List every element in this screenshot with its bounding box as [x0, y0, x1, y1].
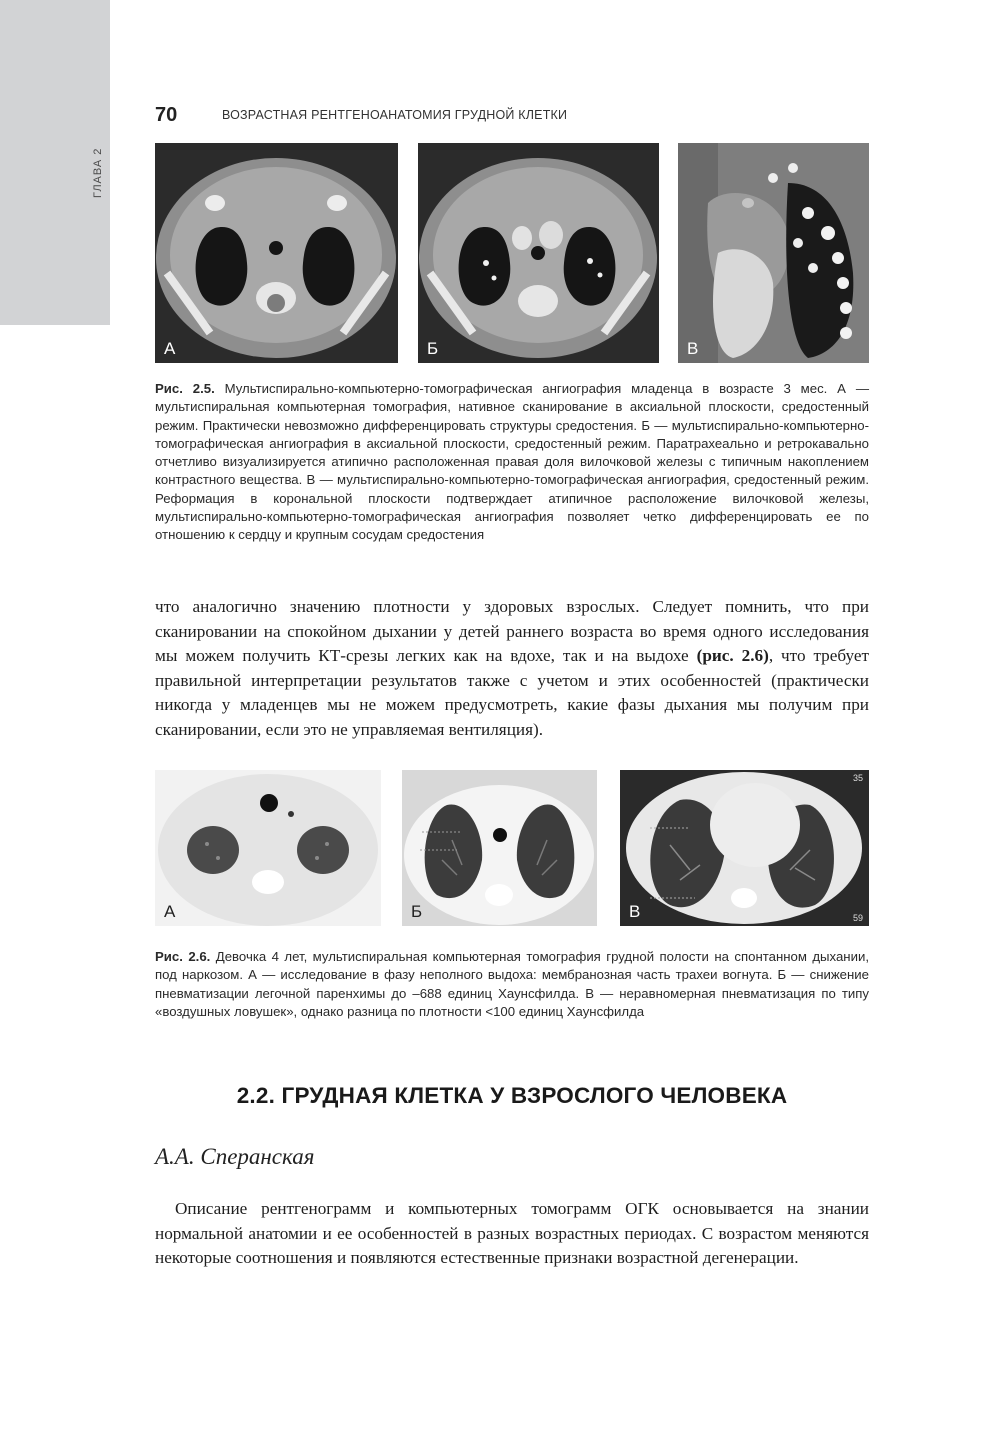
paragraph-text: , что требует правильной интерпретации результатов также с учетом и этих особенностей (практически никогда у младенцев мы не можем предусмотреть, какие фазы дыхания мы получим при сканировании, если это не управляемая вентиляция). [155, 646, 869, 739]
ct-lung-window-image [620, 770, 869, 926]
panel-letter: Б [427, 339, 439, 358]
figure-2-5-panel-b [418, 143, 659, 363]
ct-coronal-reformation-image [678, 143, 869, 363]
image-corner-label-bottom: 59 [852, 913, 863, 923]
figure-2-6-panel-a [155, 770, 381, 926]
figure-reference: (рис. 2.6) [696, 646, 769, 666]
panel-letter: А [164, 902, 176, 921]
panel-letter: Б [411, 902, 423, 921]
caption-label: Рис. 2.5. [155, 381, 215, 396]
section-author: А.А. Сперанская [155, 1144, 315, 1169]
figure-2-5-caption [155, 380, 869, 545]
caption-label: Рис. 2.6. [155, 949, 211, 964]
panel-letter: В [629, 902, 641, 921]
page-number: 70 [155, 104, 178, 126]
caption-text: Девочка 4 лет, мультиспиральная компьютерная томография грудной полости на спонтанном дыхании, под наркозом. А — исследование в фазу неполного выдоха: мембранозная часть трахеи вогнута. Б — снижение пневматизации легочной паренхимы до –688 единиц Хаунсфилда. В — неравномерная пневматизация по типу «воздушных ловушек», однако разница по плотности <100 единиц Хаунсфилда [155, 949, 869, 1019]
figure-2-5-panel-a [155, 143, 398, 363]
chapter-label: ГЛАВА 2 [92, 147, 104, 198]
paragraph-text: что аналогично значению плотности у здоровых взрослых. Следует помнить, что при сканировании на спокойном дыхании у детей раннего возраста во время одного исследования мы можем получить КТ-срезы легких как на вдохе, так и на выдохе [155, 597, 869, 666]
body-paragraph-1 [155, 595, 869, 743]
figure-2-6-caption [155, 948, 869, 1021]
figure-2-6-panel-c [620, 770, 869, 926]
figure-2-6-panel-b [402, 770, 597, 926]
ct-axial-native-image [155, 143, 398, 363]
panel-letter: В [687, 339, 699, 358]
image-corner-label-top: 35 [852, 773, 863, 783]
caption-text: Мультиспирально-компьютерно-томографическая ангиография младенца в возрасте 3 мес. А — мультиспиральная компьютерная томография, нативное сканирование в аксиальной плоскости, средостенный режим. Практически невозможно дифференцировать структуры средостения. Б — мультиспирально-компьютерно-томографическая ангиография в аксиальной плоскости, средостенный режим. Паратрахеально и ретрокавально отчетливо визуализируется атипично расположенная правая доля вилочковой железы с типичным накоплением контрастного вещества. В — мультиспирально-компьютерно-томографическая ангиография, средостенный режим. Реформация в корональной плоскости подтверждает атипичное расположение вилочковой железы, мультиспирально-компьютерно-томографическая ангиография позволяет четко дифференцировать ее по отношению к сердцу и крупным сосудам средостения [155, 381, 870, 543]
body-paragraph-2: Описание рентгенограмм и компьютерных томограмм ОГК основывается на знании нормальной анатомии и ее особенностей в разных возрастных периодах. С возрастом меняются некоторые соотношения и появляются естественные признаки возрастной дегенерации. [155, 1199, 869, 1268]
figure-2-5-panel-c [678, 143, 869, 363]
section-title: 2.2. ГРУДНАЯ КЛЕТКА У ВЗРОСЛОГО ЧЕЛОВЕКА [236, 1083, 788, 1108]
ct-lung-window-image [402, 770, 597, 926]
panel-letter: А [164, 339, 176, 358]
running-title: ВОЗРАСТНАЯ РЕНТГЕНОАНАТОМИЯ ГРУДНОЙ КЛЕТКИ [222, 108, 568, 122]
ct-lung-window-image [155, 770, 381, 926]
ct-angiography-axial-image [418, 143, 659, 363]
